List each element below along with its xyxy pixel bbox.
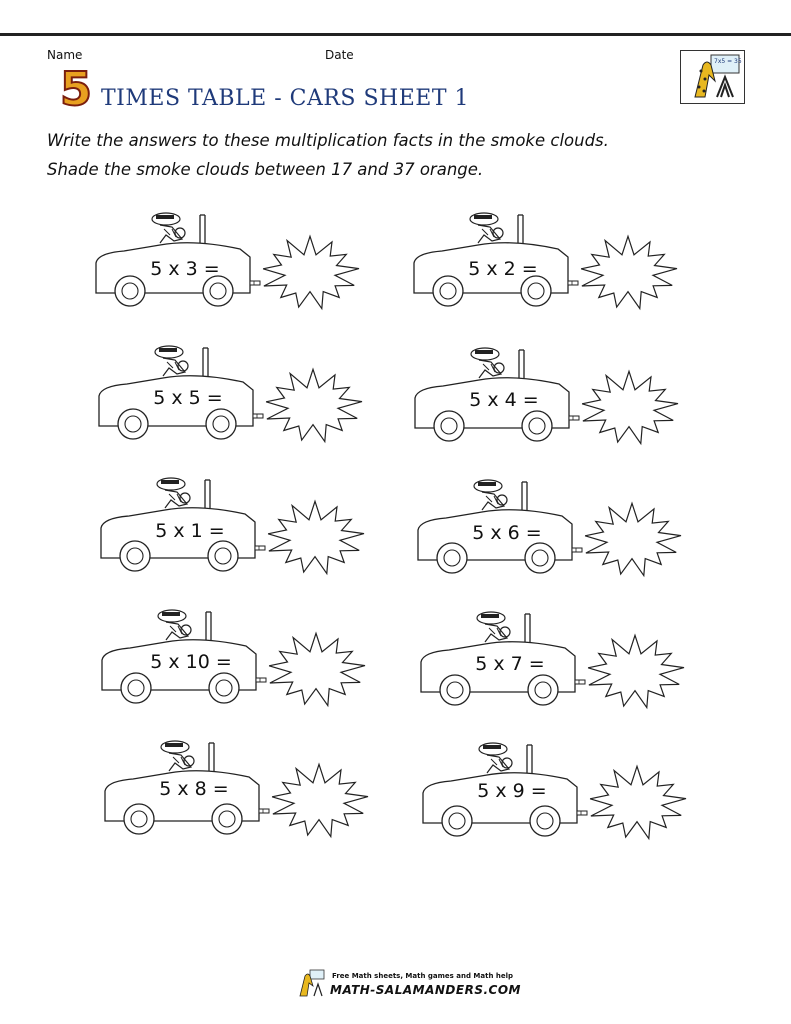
driver-figure bbox=[474, 480, 507, 510]
smoke-cloud bbox=[585, 503, 681, 575]
fact-label: 5 x 2 = bbox=[468, 258, 538, 280]
smoke-cloud bbox=[263, 236, 359, 308]
exhaust-pipe bbox=[259, 809, 269, 813]
smoke-cloud bbox=[268, 501, 364, 573]
smoke-cloud bbox=[269, 633, 365, 705]
logo-equation: 7x5 = 35 bbox=[714, 58, 742, 65]
footer-site-link[interactable]: MATH-SALAMANDERS.COM bbox=[330, 983, 521, 997]
salamander-logo bbox=[680, 50, 745, 104]
instruction-1: Write the answers to these multiplication facts in the smoke clouds. bbox=[47, 131, 609, 150]
smoke-cloud bbox=[590, 766, 686, 838]
car-card bbox=[99, 470, 369, 580]
exhaust-pipe bbox=[253, 414, 263, 418]
fact-label: 5 x 1 = bbox=[155, 520, 225, 542]
smoke-cloud bbox=[582, 371, 678, 443]
exhaust-pipe bbox=[568, 281, 578, 285]
driver-figure bbox=[479, 743, 512, 773]
car-card bbox=[413, 340, 683, 450]
fact-label: 5 x 6 = bbox=[472, 522, 542, 544]
driver-figure bbox=[470, 213, 503, 243]
driver-figure bbox=[161, 741, 194, 771]
top-rule bbox=[0, 33, 791, 36]
smoke-cloud bbox=[272, 764, 368, 836]
fact-label: 5 x 3 = bbox=[150, 258, 220, 280]
car-card bbox=[419, 604, 689, 714]
driver-figure bbox=[157, 478, 190, 508]
fact-label: 5 x 4 = bbox=[469, 389, 539, 411]
fact-label: 5 x 9 = bbox=[477, 780, 547, 802]
smoke-cloud bbox=[588, 635, 684, 707]
footer-tagline: Free Math sheets, Math games and Math help bbox=[332, 972, 514, 980]
car-card bbox=[412, 205, 682, 315]
date-label: Date bbox=[325, 48, 354, 62]
exhaust-pipe bbox=[577, 811, 587, 815]
driver-figure bbox=[155, 346, 188, 376]
driver-figure bbox=[471, 348, 504, 378]
name-label: Name bbox=[47, 48, 83, 62]
footer-salamander-logo bbox=[296, 968, 326, 998]
exhaust-pipe bbox=[575, 680, 585, 684]
exhaust-pipe bbox=[572, 548, 582, 552]
fact-label: 5 x 7 = bbox=[475, 653, 545, 675]
driver-figure bbox=[158, 610, 191, 640]
car-card bbox=[421, 735, 691, 845]
smoke-cloud bbox=[581, 236, 677, 308]
car-card bbox=[100, 602, 370, 712]
exhaust-pipe bbox=[250, 281, 260, 285]
car-card bbox=[97, 338, 367, 448]
exhaust-pipe bbox=[255, 546, 265, 550]
title-number: 5 bbox=[60, 62, 93, 116]
fact-label: 5 x 5 = bbox=[153, 387, 223, 409]
page-title: TIMES TABLE - CARS SHEET 1 bbox=[101, 86, 470, 111]
instruction-2: Shade the smoke clouds between 17 and 37 orange. bbox=[47, 160, 484, 179]
car-card bbox=[416, 472, 686, 582]
fact-label: 5 x 8 = bbox=[159, 778, 229, 800]
car-card bbox=[103, 733, 373, 843]
exhaust-pipe bbox=[569, 416, 579, 420]
fact-label: 5 x 10 = bbox=[150, 651, 232, 673]
exhaust-pipe bbox=[256, 678, 266, 682]
driver-figure bbox=[477, 612, 510, 642]
car-card bbox=[94, 205, 364, 315]
driver-figure bbox=[152, 213, 185, 243]
smoke-cloud bbox=[266, 369, 362, 441]
